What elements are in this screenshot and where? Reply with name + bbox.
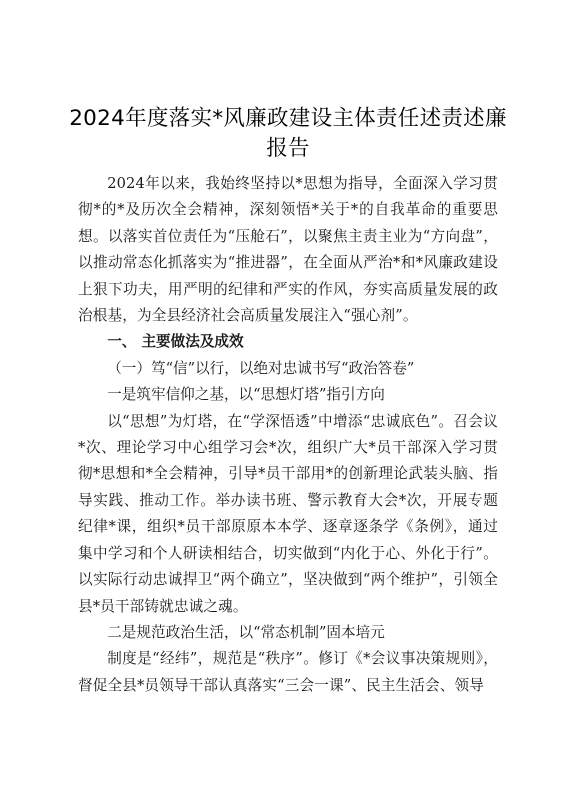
document-title-line1: 2024年度落实*风廉政建设主体责任述责述廉 — [69, 106, 507, 131]
point2-heading: 二是规范政治生活，以“常态机制”固本培元 — [107, 623, 385, 641]
point2-paragraph: 制度是“经纬”，规范是“秩序”。修订《*会议事决策规则》，督促全县*员领导干部认真落实“三会一课”、民主生活会、领导 — [78, 650, 498, 694]
document-title-line2: 报告 — [266, 136, 310, 161]
section1-heading: 一、 主要做法及成效 — [107, 333, 244, 351]
document-title — [69, 104, 507, 164]
point1-heading: 一是筑牢信仰之基，以“思想灯塔”指引方向 — [107, 386, 385, 404]
point1-paragraph: 以“思想”为灯塔，在“学深悟透”中增添“忠诚底色”。召会议*次、理论学习中心组学习会*次，组织广大*员干部深入学习贯彻*思想和*全会精神，引导*员干部用*的创新理论武装头脑、指导实践、推动工作。举办读书班、警示教育大会*次，开展专题纪律*课，组织*员干部原原本本学、逐章逐条学《条例》，通过集中学习和个人研读相结合，切实做到“内化于心、外化于行”。以实际行动忠诚捍卫“两个确立”，坚决做到“两个维护”，引领全县*员干部铸就忠诚之魂。 — [78, 412, 498, 615]
subsection1-heading: （一）笃“信”以行，以绝对忠诚书写“政治答卷” — [107, 359, 415, 377]
document-body — [78, 171, 498, 699]
intro-paragraph: 2024年以来，我始终坚持以*思想为指导，全面深入学习贯彻*的*及历次全会精神，深刻领悟*关于*的自我革命的重要思想。以落实首位责任为“压舱石”，以聚焦主责主业为“方向盘”，以推动常态化抓落实为“推进器”，在全面从严治*和*风廉政建设上狠下功夫，用严明的纪律和严实的作风，夯实高质量发展的政治根基，为全县经济社会高质量发展注入“强心剂”。 — [78, 175, 498, 325]
